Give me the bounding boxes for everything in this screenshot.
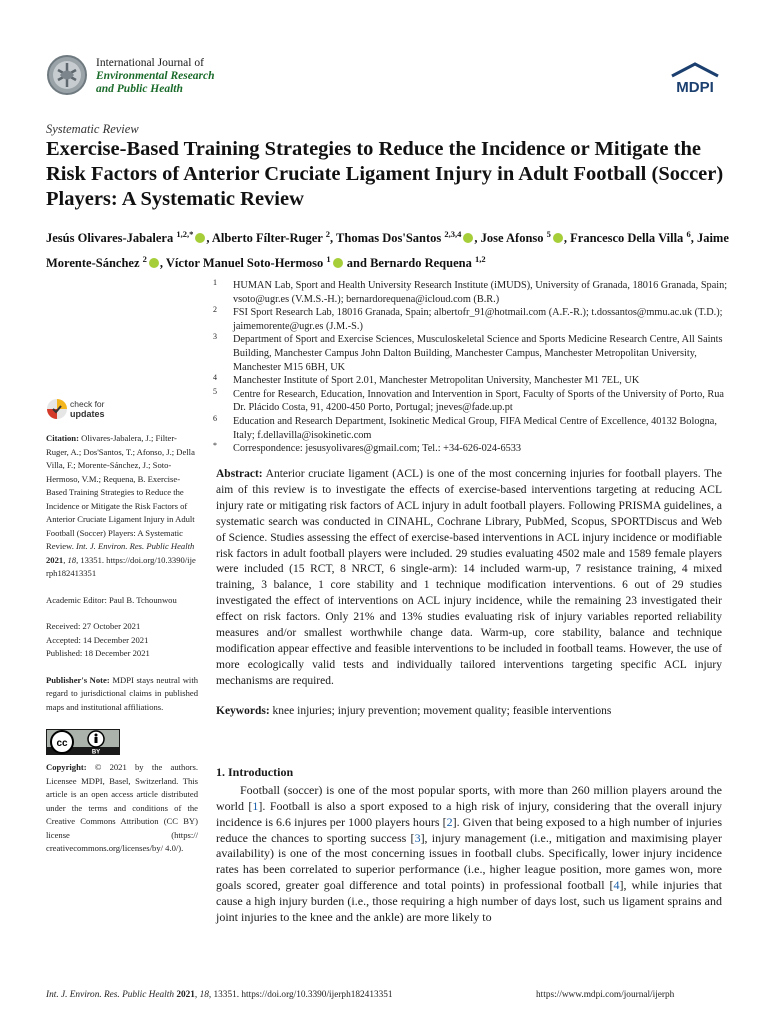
publisher-note-text: MDPI stays neutral with regard to jurisdictional claims in published maps and institutional affiliations. <box>46 674 199 712</box>
author[interactable] <box>166 256 344 270</box>
author[interactable] <box>481 231 564 245</box>
citation-year: 2021 <box>46 554 64 565</box>
orcid-icon[interactable] <box>195 233 205 243</box>
author-name: Jesús Olivares-Jabalera <box>46 231 174 246</box>
published-date: Published: 18 December 2021 <box>46 648 150 658</box>
affiliations <box>213 279 733 456</box>
keywords-label: Keywords: <box>216 705 270 717</box>
author-and: and <box>343 256 371 271</box>
citation-journal: Int. J. Environ. Res. Public Health <box>76 541 195 551</box>
publisher-note <box>46 674 198 715</box>
reference-link[interactable]: 1 <box>252 798 259 813</box>
journal-name <box>96 57 215 96</box>
citation-page: 13351. <box>80 554 105 565</box>
affiliation-number: 6 <box>213 413 217 423</box>
affiliation-text: HUMAN Lab, Sport and Health University Research Institute (iMUDS), University of Granada, 18016 Granada, Spain; vsoto@ugr.es (V.M.S.-H.); bernardorequena@icloud.com (B.R.) <box>233 280 728 305</box>
copyright-text: © 2021 by the authors. Licensee MDPI, Basel, Switzerland. This article is an open access article distributed under the terms and conditions of the Creative Commons Attribution (CC BY) license (https:// creativecommons.org/licenses/by/ 4.0/). <box>46 762 198 853</box>
check-updates-line2: updates <box>70 409 105 419</box>
journal-name-line2: Environmental Research <box>96 70 215 82</box>
affiliation-text: FSI Sport Research Lab, 18016 Granada, Spain; albertofr_91@hotmail.com (A.F.-R.); t.dossantos@mmu.ac.uk (T.D.); jaimemorente@ugr.es (J.M.-S.) <box>233 307 723 332</box>
affiliation-number: * <box>213 441 217 451</box>
footer-doi[interactable]: , 13351. https://doi.org/10.3390/ijerph182413351 <box>208 990 393 1000</box>
mdpi-logo <box>668 62 722 96</box>
keywords <box>216 704 722 720</box>
intro-text-3: ]. Given that being exposed to a high number of injuries reduce the chances to sporting success [ <box>216 814 722 845</box>
journal-name-line1: International Journal of <box>96 57 204 69</box>
copyright-block <box>46 761 198 856</box>
affiliation-item <box>213 388 733 415</box>
abstract <box>216 467 722 690</box>
affiliation-item <box>213 374 733 388</box>
citation-volume: 18 <box>67 554 77 565</box>
footer-year: 2021 <box>176 990 195 1000</box>
publisher-note-label: Publisher's Note: <box>46 674 110 685</box>
copyright-label: Copyright: <box>46 762 87 772</box>
footer-citation: Int. J. Environ. Res. Public Health 2021, 18, 13351. https://doi.org/10.3390/ijerph182413351 <box>46 990 393 1000</box>
accepted-date: Accepted: 14 December 2021 <box>46 634 149 645</box>
affiliation-item <box>213 442 733 456</box>
mdpi-logo-text: MDPI <box>676 79 714 96</box>
keywords-text: knee injuries; injury prevention; movement quality; feasible interventions <box>272 705 612 717</box>
author-name: Víctor Manuel Soto-Hermoso <box>165 256 324 271</box>
author[interactable] <box>370 256 486 270</box>
journal-logo <box>46 54 88 96</box>
author-name: Jaime Morente-Sánchez <box>46 231 729 271</box>
introduction-paragraph <box>216 783 722 926</box>
intro-text-4: ], injury management (i.e., mitigation and maximising player availability) is one of the most concerning issues in football clubs. Specifically, lower injury incidence rates has been correlated to superior performance (i.e., higher league position, more games won, more goals scored, greater goal difference and total points) in professional football [ <box>216 830 722 893</box>
author[interactable] <box>570 231 691 245</box>
affiliation-number: 4 <box>213 373 217 383</box>
affiliation-number: 1 <box>213 278 217 287</box>
citation-label: Citation: <box>46 433 79 443</box>
author-affiliation-marker: 2 <box>325 229 330 239</box>
author-name: Jose Afonso <box>480 231 544 246</box>
affiliation-item <box>213 306 733 333</box>
orcid-icon[interactable] <box>463 233 473 243</box>
author-affiliation-marker: 2,3,4 <box>444 229 462 239</box>
affiliation-text: Education and Research Department, Isokinetic Medical Group, FIFA Medical Centre of Excellence, 40132 Bologna, Italy; f.dellavilla@isokinetic.com <box>233 415 717 441</box>
footer-journal: Int. J. Environ. Res. Public Health <box>46 990 174 1000</box>
article-title: Exercise-Based Training Strategies to Reduce the Incidence or Mitigate the Risk Factors of Anterior Cruciate Ligament Injury in Adult Football (Soccer) Players: A Systematic Review <box>46 138 724 210</box>
check-updates-label <box>70 399 105 419</box>
author-affiliation-marker: 1 <box>326 254 331 265</box>
affiliation-item <box>213 279 733 306</box>
author-separator: , <box>330 231 337 246</box>
orcid-icon[interactable] <box>149 258 159 268</box>
author-separator: , <box>159 256 166 271</box>
sidebar <box>46 432 198 856</box>
affiliation-item <box>213 333 733 374</box>
author-name: Alberto Fílter-Ruger <box>211 231 323 246</box>
received-date: Received: 27 October 2021 <box>46 621 141 631</box>
author-name: Francesco Della Villa <box>570 231 684 246</box>
affiliation-number: 3 <box>213 332 217 342</box>
check-updates-line1: check for <box>70 399 105 409</box>
affiliation-text: Manchester Institute of Sport 2.01, Manchester Metropolitan University, Manchester M1 7EL, UK <box>233 375 640 387</box>
orcid-icon[interactable] <box>333 258 343 268</box>
footer-volume: 18 <box>199 990 209 1000</box>
reference-link[interactable]: 2 <box>446 814 453 829</box>
intro-text-1: Football (soccer) is one of the most popular sports, with more than 260 million players around the world [ <box>216 783 722 813</box>
footer-journal-url[interactable]: https://www.mdpi.com/journal/ijerph <box>536 990 675 1000</box>
intro-text-2: ]. Football is also a sport exposed to a high risk of injury, considering that the overall injury incidence is 6.6 injures per 1000 players hours [ <box>216 798 722 829</box>
author-affiliation-marker: 6 <box>686 229 691 239</box>
svg-text:cc: cc <box>56 738 68 749</box>
affiliation-text: Correspondence: jesusyolivares@gmail.com; Tel.: +34-626-024-6533 <box>233 443 522 455</box>
cc-by-license-icon[interactable] <box>46 729 120 755</box>
affiliation-text: Department of Sport and Exercise Sciences, Musculoskeletal Science and Sports Medicine Research Centre, All Saints Building, Manchester Campus John Dalton Building, Manchester Campus, Manchester Metropolitan University, Manchester M15 6BH, UK <box>233 334 723 373</box>
author-affiliation-marker: 2 <box>142 254 147 265</box>
affiliation-number: 2 <box>213 305 217 315</box>
citation-doi[interactable]: https://doi.org/10.3390/ijerph182413351 <box>46 554 196 578</box>
citation-block: Citation: Olivares-Jabalera, J.; Filter-Ruger, A.; Dos'Santos, T.; Afonso, J.; Della Villa, F.; Morente-Sánchez, J.; Soto-Hermoso, V.M.; Requena, B. Exercise-Based Training Strategies to Reduce the Incidence or Mitigate the Risk Factors of Anterior Cruciate Ligament Injury in Adult Football (Soccer) Players: A Systematic Review. Int. J. Environ. Res. Public Health 2021, 18, 13351. https://doi.org/10.3390/ijerph182413351 <box>46 433 196 578</box>
author-separator: , <box>206 231 212 246</box>
author-name: Bernardo Requena <box>370 256 472 271</box>
section-heading-introduction: 1. Introduction <box>216 765 294 779</box>
reference-link[interactable]: 4 <box>613 878 620 893</box>
author-separator: , <box>690 231 697 246</box>
author-name: Thomas Dos'Santos <box>336 231 442 246</box>
check-updates-icon <box>46 398 68 420</box>
author[interactable] <box>46 231 206 245</box>
intro-text-5: ], while injuries that cause a high injury burden (i.e., those requiring a high number of days lost, such us ligament sprains and joint injuries to the knee and the ankle) are more likely to <box>216 878 722 924</box>
reference-link[interactable]: 3 <box>414 830 421 845</box>
author-separator: , <box>563 231 571 246</box>
abstract-text: Anterior cruciate ligament (ACL) is one of the most concerning injuries for football players. The aim of this review is to investigate the effects of exercise-based interventions targeting at reducing ACL injury rate or mitigating risk factors of ACL injury in adult football players. Following PRISMA guidelines, a systematic search was conducted in CINAHL, Cochrane Library, PubMed, Scopus, SPORTDiscus and Web of Science. Studies assessing the effect of exercise-based interventions in ACL injury incidence or modifiable risk factors in adult football players were included. 29 studies evaluating 4502 male and 1589 female players were included (15 RCT, 8 NRCT, 6 single-arm): 14 included warm-up, 7 resistance training, 4 mixed training, 3 balance, 1 core stability and 1 technique modification interventions. 6 out of 29 studies investigated the effect of interventions on ACL injury incidence, while the remaining 23 investigated their effect on risk factors. Only 21% and 13% studies evaluating risk of injury variables reported reliability measures and/or smallest worthwhile change data. Warm-up, core stability, balance and technique modification appear effective and feasible interventions to be included in football teams. However, the use of more ecologically valid tests and individually tailored interventions targeting specific ACL injury mechanisms are required. <box>216 468 722 687</box>
author[interactable] <box>212 231 330 245</box>
abstract-label: Abstract: <box>216 468 263 480</box>
citation-text: Olivares-Jabalera, J.; Filter-Ruger, A.; Dos'Santos, T.; Afonso, J.; Della Villa, F.; Morente-Sánchez, J.; Soto-Hermoso, V.M.; Requena, B. Exercise-Based Training Strategies to Reduce the Incidence or Mitigate the Risk Factors of Anterior Cruciate Ligament Injury in Adult Football (Soccer) Players: A Systematic Review. <box>46 433 195 551</box>
academic-editor: Academic Editor: Paul B. Tchounwou <box>46 594 177 605</box>
affiliation-number: 5 <box>213 386 217 396</box>
affiliation-item <box>213 415 733 442</box>
cc-by-label: BY <box>91 749 101 755</box>
author-separator: , <box>474 231 481 246</box>
author-affiliation-marker: 1,2,* <box>176 229 194 239</box>
check-for-updates-badge[interactable] <box>46 398 136 422</box>
author-list <box>46 224 736 274</box>
journal-name-line3: and Public Health <box>96 83 183 95</box>
article-type: Systematic Review <box>46 122 139 136</box>
orcid-icon[interactable] <box>553 233 563 243</box>
author-affiliation-marker: 1,2 <box>474 254 486 265</box>
affiliation-text: Centre for Research, Education, Innovation and Intervention in Sport, Faculty of Sports of the University of Porto, Rua Dr. Plácido Costa, 91, 4200-450 Porto, Portugal; jneves@fade.up.pt <box>233 388 725 414</box>
author-affiliation-marker: 5 <box>546 229 551 239</box>
author[interactable] <box>336 231 474 245</box>
